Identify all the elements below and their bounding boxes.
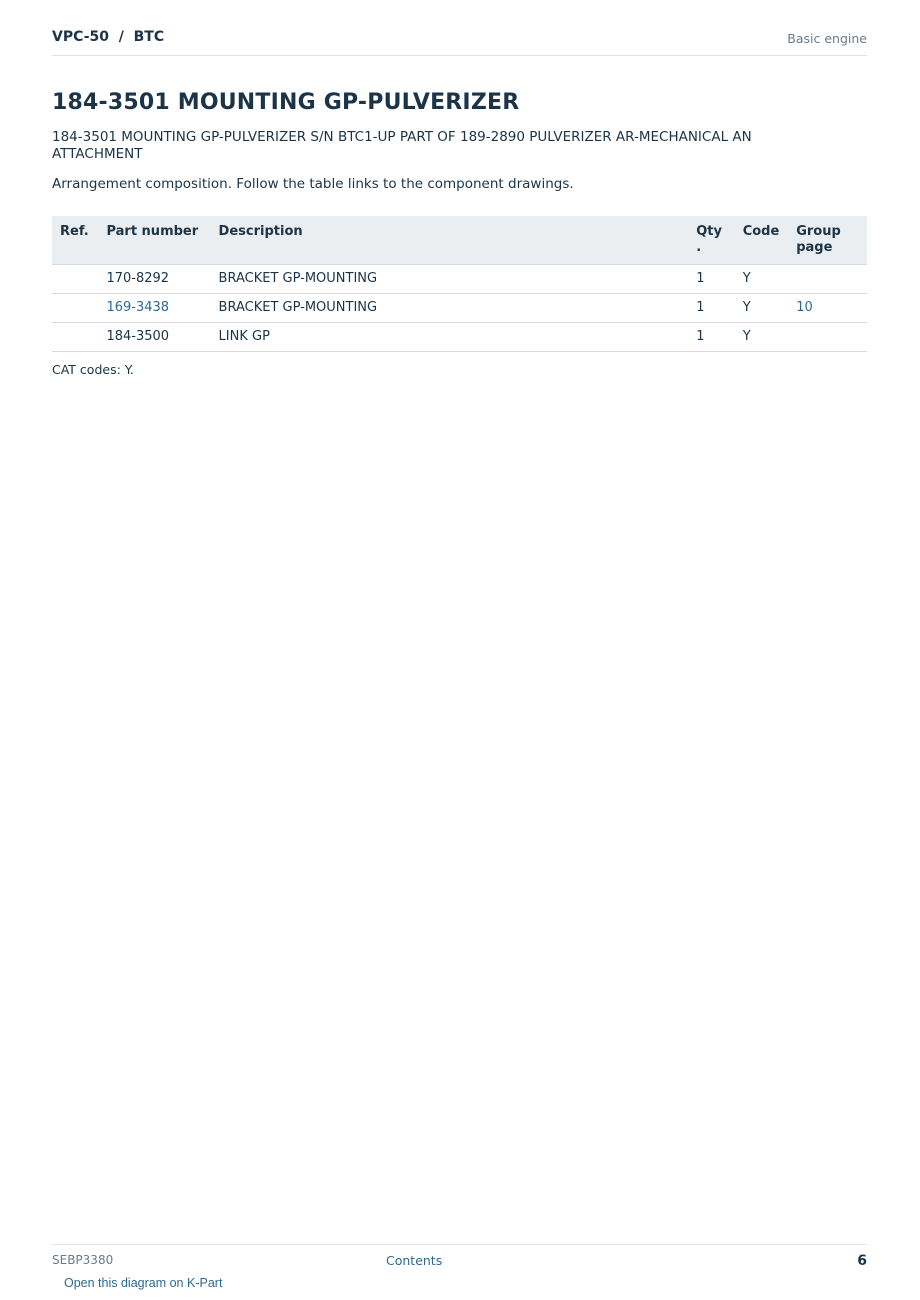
page-footer — [52, 1244, 867, 1275]
cell-group-page — [788, 265, 867, 294]
cell-description: LINK GP — [211, 323, 689, 352]
table-row — [52, 294, 867, 323]
page-header — [52, 28, 867, 56]
page-subtitle: 184-3501 MOUNTING GP-PULVERIZER S/N BTC1-UP PART OF 189-2890 PULVERIZER AR-MECHANICAL AN ATTACHMENT — [52, 129, 752, 162]
cell-ref — [52, 323, 98, 352]
table-row — [52, 323, 867, 352]
cell-code: Y — [735, 323, 789, 352]
cell-group-page — [788, 323, 867, 352]
cell-code: Y — [735, 294, 789, 323]
cell-qty: 1 — [688, 265, 734, 294]
cell-ref — [52, 294, 98, 323]
cell-description: BRACKET GP-MOUNTING — [211, 294, 689, 323]
table-header-row — [52, 216, 867, 265]
header-ref: Ref. — [52, 216, 98, 265]
header-group-page: Group page — [788, 216, 867, 265]
cell-code: Y — [735, 265, 789, 294]
breadcrumb: VPC-50 / BTC — [52, 29, 165, 45]
cell-part-number — [98, 294, 210, 323]
header-code: Code — [735, 216, 789, 265]
cell-qty: 1 — [688, 294, 734, 323]
cell-group-page — [788, 294, 867, 323]
cell-description: BRACKET GP-MOUNTING — [211, 265, 689, 294]
cell-qty: 1 — [688, 323, 734, 352]
open-kpart-link[interactable]: Open this diagram on K-Part — [64, 1276, 223, 1290]
table-row — [52, 265, 867, 294]
cat-codes-note: CAT codes: Y. — [52, 362, 134, 377]
cell-part-number: 184-3500 — [98, 323, 210, 352]
group-page-link[interactable]: 10 — [796, 300, 813, 315]
document-id: SEBP3380 — [52, 1253, 114, 1267]
parts-table — [52, 216, 867, 352]
contents-link[interactable]: Contents — [386, 1253, 443, 1268]
cell-ref — [52, 265, 98, 294]
part-number-link[interactable]: 169-3438 — [106, 300, 170, 315]
header-qty: Qty . — [688, 216, 734, 265]
header-description: Description — [211, 216, 689, 265]
intro-text: Arrangement composition. Follow the table links to the component drawings. — [52, 176, 574, 192]
cell-part-number: 170-8292 — [98, 265, 210, 294]
page-number: 6 — [857, 1253, 867, 1269]
header-part-number: Part number — [98, 216, 210, 265]
page-title: 184-3501 MOUNTING GP-PULVERIZER — [52, 90, 520, 115]
section-label: Basic engine — [787, 31, 867, 46]
